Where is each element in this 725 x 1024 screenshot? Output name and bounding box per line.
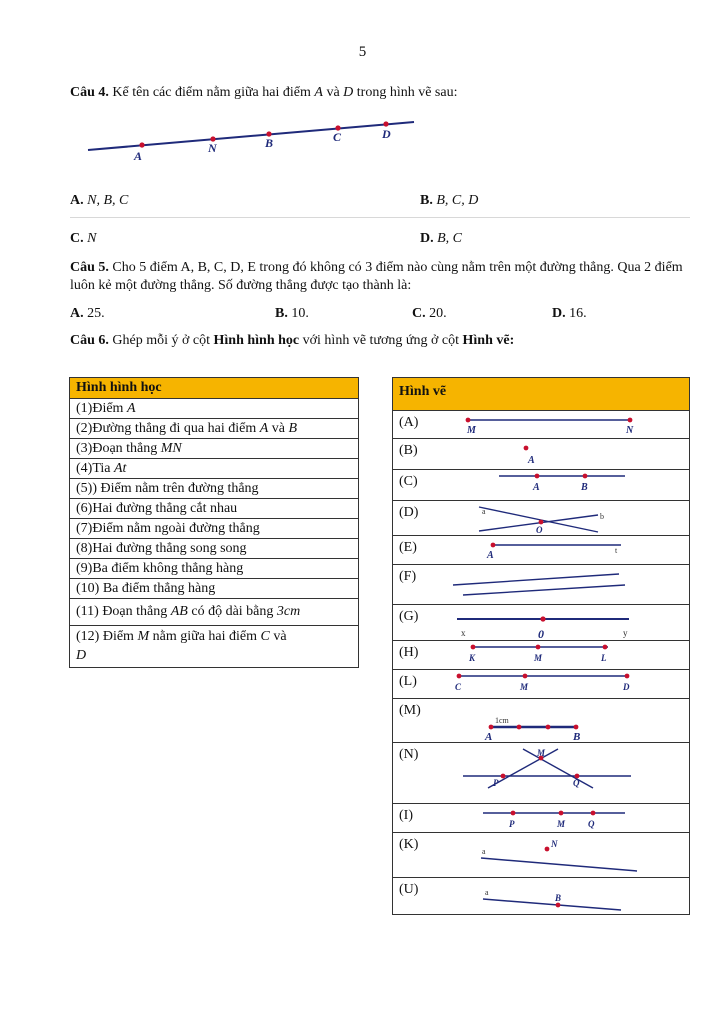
svg-text:0: 0 xyxy=(538,627,544,640)
point-label: B xyxy=(265,136,274,150)
point-label: A xyxy=(134,149,143,163)
svg-text:N: N xyxy=(626,425,634,436)
table-row[interactable]: (K) a N xyxy=(393,833,689,878)
svg-text:M: M xyxy=(537,748,546,758)
svg-text:N: N xyxy=(551,839,558,849)
table-row[interactable]: (4)Tia At xyxy=(70,459,358,479)
svg-text:B: B xyxy=(573,731,581,742)
svg-text:b: b xyxy=(600,512,604,521)
svg-text:M: M xyxy=(534,653,543,663)
point-label: D xyxy=(382,127,391,141)
table-row[interactable]: (I) P M Q xyxy=(393,804,689,833)
figure-line-xy xyxy=(393,605,689,640)
svg-text:O: O xyxy=(536,525,543,535)
figure-three-non-collinear xyxy=(393,743,689,803)
svg-text:y: y xyxy=(623,628,628,638)
table-row[interactable]: (6)Hai đường thẳng cắt nhau xyxy=(70,499,358,519)
svg-text:C: C xyxy=(455,682,462,692)
table-row[interactable]: (F) xyxy=(393,565,689,605)
svg-text:t: t xyxy=(615,546,618,555)
table-row[interactable]: (7)Điểm nằm ngoài đường thẳng xyxy=(70,519,358,539)
svg-text:L: L xyxy=(601,653,607,663)
svg-text:Q: Q xyxy=(588,819,595,829)
table-row[interactable]: (L) C M D xyxy=(393,670,689,699)
svg-text:A: A xyxy=(528,455,535,466)
table-row[interactable]: (2)Đường thẳng đi qua hai điểm A và B xyxy=(70,419,358,439)
svg-text:Q: Q xyxy=(573,778,580,788)
figure-segment xyxy=(393,411,689,438)
svg-text:A: A xyxy=(487,550,494,561)
question-label: Câu 5. xyxy=(70,260,109,275)
q4-option-b[interactable]: B. B, C, D xyxy=(420,193,479,208)
svg-text:A: A xyxy=(533,482,540,493)
question-label: Câu 4. xyxy=(70,85,109,100)
svg-text:a: a xyxy=(482,847,486,856)
svg-text:a: a xyxy=(482,507,486,516)
table-row[interactable]: (11) Đoạn thẳng AB có độ dài bằng 3cm xyxy=(70,599,358,626)
svg-text:B: B xyxy=(555,893,562,903)
svg-text:P: P xyxy=(493,778,499,788)
table-row[interactable]: (A) M N xyxy=(393,411,689,439)
table-header: Hình hình học xyxy=(70,378,358,399)
svg-text:A: A xyxy=(485,731,493,742)
table-row[interactable]: (N) M P Q xyxy=(393,743,689,804)
figure-line-points xyxy=(393,470,689,500)
table-row[interactable]: (8)Hai đường thẳng song song xyxy=(70,539,358,559)
table-row[interactable]: (G) x 0 y xyxy=(393,605,689,641)
point-label: N xyxy=(208,141,217,155)
question-6: Câu 6. Ghép mỗi ý ở cột Hình hình học với hình vẽ tương ứng ở cột Hình vẽ: xyxy=(70,333,515,348)
svg-text:1cm: 1cm xyxy=(495,716,509,725)
figure-point-between xyxy=(393,670,689,698)
table-row[interactable]: (D) a b O xyxy=(393,501,689,536)
table-row[interactable]: (E) A t xyxy=(393,536,689,565)
svg-text:M: M xyxy=(557,819,566,829)
page-number: 5 xyxy=(358,44,367,60)
figure-point-off-line xyxy=(393,833,689,877)
table-row[interactable]: (5)) Điểm nằm trên đường thẳng xyxy=(70,479,358,499)
figure-ray xyxy=(393,536,689,564)
figure-parallel-lines xyxy=(393,565,689,604)
table-row[interactable]: (B) A xyxy=(393,439,689,470)
svg-text:a: a xyxy=(485,888,489,897)
table-row[interactable]: (M) 1cm A B xyxy=(393,699,689,743)
figure-intersecting-lines xyxy=(393,501,689,535)
q5-option-d[interactable]: D. 16. xyxy=(552,306,587,321)
q5-option-c[interactable]: C. 20. xyxy=(412,306,447,321)
table-row[interactable]: (9)Ba điểm không thẳng hàng xyxy=(70,559,358,579)
figure-collinear-points xyxy=(393,804,689,832)
q4-option-a[interactable]: A. N, B, C xyxy=(70,193,129,208)
figures-table xyxy=(392,377,690,915)
figure-three-points xyxy=(393,641,689,669)
table-row[interactable]: (3)Đoạn thẳng MN xyxy=(70,439,358,459)
question-4: Câu 4. Kể tên các điểm nằm giữa hai điểm A và D trong hình vẽ sau: xyxy=(70,85,458,100)
figure-point xyxy=(393,439,689,469)
svg-text:M: M xyxy=(467,425,476,436)
question-5: Câu 5. Cho 5 điểm A, B, C, D, E trong đó không có 3 điểm nào cùng nằm trên một đường thẳng. Qua 2 điểm luôn kẻ một đường thẳng. Số đường thẳng được tạo thành là: xyxy=(70,260,683,293)
svg-text:D: D xyxy=(623,682,630,692)
q5-option-a[interactable]: A. 25. xyxy=(70,306,105,321)
svg-text:M: M xyxy=(520,682,529,692)
svg-text:K: K xyxy=(469,653,476,663)
table-header: Hình vẽ xyxy=(393,378,689,411)
q5-option-b[interactable]: B. 10. xyxy=(275,306,309,321)
geometry-concepts-table xyxy=(69,377,359,668)
figure-point-on-line xyxy=(393,878,689,914)
divider xyxy=(70,217,690,218)
table-row[interactable]: (U) a B xyxy=(393,878,689,914)
table-row[interactable]: (1)Điểm A xyxy=(70,399,358,419)
table-row[interactable]: (H) K M L xyxy=(393,641,689,670)
q4-figure xyxy=(80,112,430,167)
svg-text:x: x xyxy=(461,628,466,638)
q4-option-c[interactable]: C. N xyxy=(70,231,97,246)
figure-segment-length xyxy=(393,699,689,742)
q4-option-d[interactable]: D. B, C xyxy=(420,231,463,246)
point-label: C xyxy=(333,130,342,144)
question-label: Câu 6. xyxy=(70,333,109,348)
table-row[interactable]: (12) Điểm M nằm giữa hai điểm C và D xyxy=(76,629,287,663)
svg-text:B: B xyxy=(581,482,588,493)
table-row[interactable]: (10) Ba điểm thẳng hàng xyxy=(70,579,358,599)
svg-text:P: P xyxy=(509,819,515,829)
table-row[interactable]: (C) A B xyxy=(393,470,689,501)
